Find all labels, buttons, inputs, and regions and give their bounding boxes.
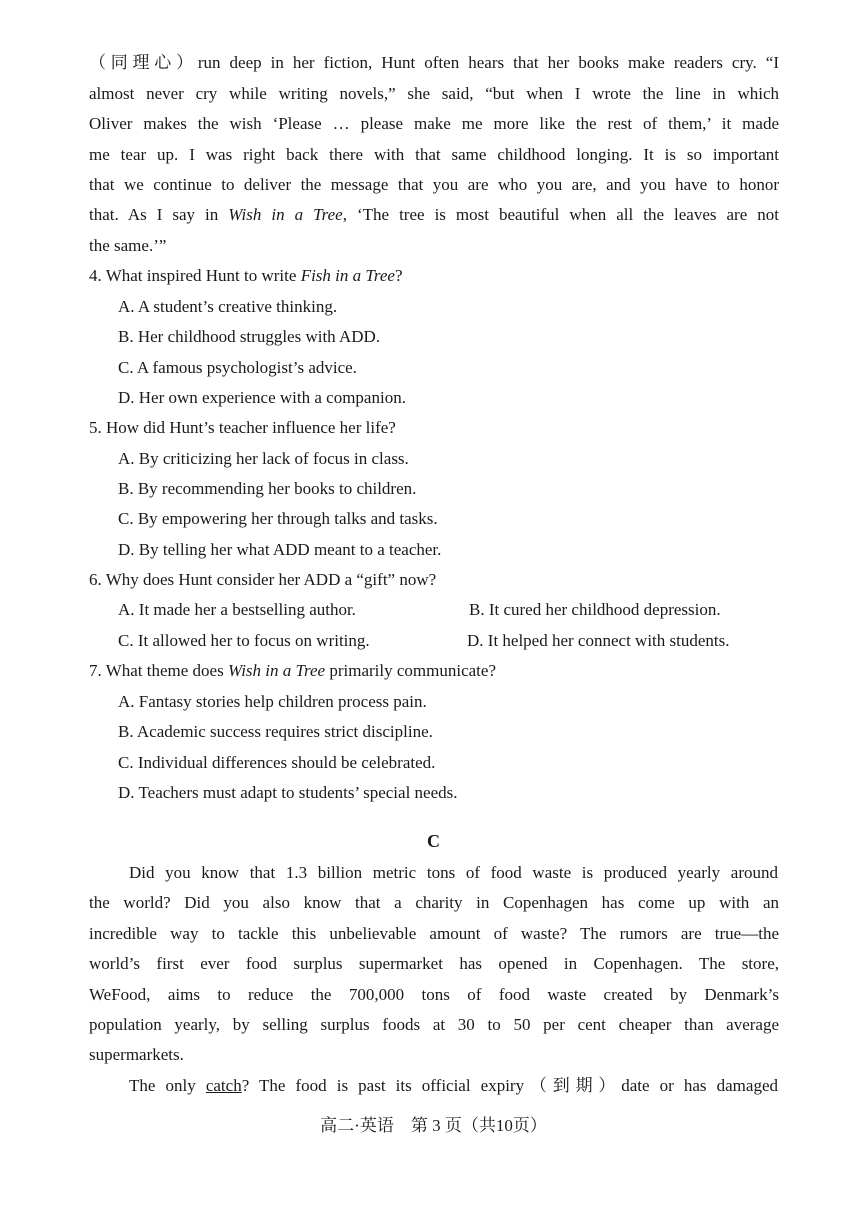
- passage-line: the world? Did you also know that a charity in Copenhagen has come up with an: [89, 893, 779, 912]
- text-span: 7. What theme does: [89, 661, 228, 680]
- text-span: 4. What inspired Hunt to write: [89, 266, 301, 285]
- section-heading: C: [427, 831, 440, 851]
- text-span: ? The food is past its official expiry（到期）date or has damaged: [241, 1076, 778, 1095]
- option-6c: C. It allowed her to focus on writing.: [118, 631, 370, 650]
- passage-line: world’s first ever food surplus supermarket has opened in Copenhagen. The store,: [89, 954, 779, 973]
- question-4-stem: [89, 265, 403, 287]
- option-7a: A. Fantasy stories help children process pain.: [118, 692, 427, 711]
- passage-line: （同理心）run deep in her fiction, Hunt often hears that her books make readers cry. “I: [89, 53, 779, 72]
- question-6-stem: 6. Why does Hunt consider her ADD a “gift” now?: [89, 570, 437, 589]
- option-5a: A. By criticizing her lack of focus in class.: [118, 449, 409, 468]
- question-5-stem: 5. How did Hunt’s teacher influence her life?: [89, 418, 396, 437]
- book-title: Fish in a Tree: [300, 266, 395, 285]
- option-5c: C. By empowering her through talks and tasks.: [118, 509, 438, 528]
- passage-line: [129, 1075, 778, 1097]
- passage-line: almost never cry while writing novels,” she said, “but when I wrote the line in which: [89, 84, 779, 103]
- passage-line: incredible way to tackle this unbelievable amount of waste? The rumors are true—the: [89, 924, 779, 943]
- option-5b: B. By recommending her books to children.: [118, 479, 417, 498]
- page-footer: 高二·英语 第 3 页（共10页）: [320, 1116, 547, 1135]
- option-6d: D. It helped her connect with students.: [467, 631, 730, 650]
- passage-line: supermarkets.: [89, 1045, 184, 1064]
- option-7b: B. Academic success requires strict discipline.: [118, 722, 433, 741]
- text-span: that. As I say in: [89, 205, 229, 224]
- option-6a: A. It made her a bestselling author.: [118, 600, 356, 619]
- question-7-stem: [89, 660, 496, 682]
- text-span: ?: [394, 266, 403, 285]
- option-4c: C. A famous psychologist’s advice.: [118, 358, 357, 377]
- passage-line: WeFood, aims to reduce the 700,000 tons of food waste created by Denmark’s: [89, 985, 779, 1004]
- passage-line: me tear up. I was right back there with that same childhood longing. It is so important: [89, 145, 779, 164]
- option-4d: D. Her own experience with a companion.: [118, 388, 406, 407]
- text-span: primarily communicate?: [325, 661, 496, 680]
- book-title: Wish in a Tree: [228, 205, 343, 224]
- text-span: , ‘The tree is most beautiful when all the leaves are not: [342, 205, 779, 224]
- option-6b: B. It cured her childhood depression.: [469, 600, 721, 619]
- option-4b: B. Her childhood struggles with ADD.: [118, 327, 381, 346]
- passage-line: [89, 204, 779, 226]
- passage-line: the same.’”: [89, 236, 167, 255]
- option-7c: C. Individual differences should be celebrated.: [118, 753, 436, 772]
- passage-line: population yearly, by selling surplus foods at 30 to 50 per cent cheaper than average: [89, 1015, 779, 1034]
- option-4a: A. A student’s creative thinking.: [118, 297, 338, 316]
- option-5d: D. By telling her what ADD meant to a teacher.: [118, 540, 442, 559]
- text-span: The only: [129, 1076, 206, 1095]
- book-title: Wish in a Tree: [227, 661, 326, 680]
- underlined-word: catch: [205, 1076, 242, 1095]
- passage-line: Did you know that 1.3 billion metric tons of food waste is produced yearly around: [129, 863, 778, 882]
- passage-line: that we continue to deliver the message that you are who you are, and you have to honor: [89, 175, 779, 194]
- passage-line: Oliver makes the wish ‘Please … please make me more like the rest of them,’ it made: [89, 114, 779, 133]
- option-7d: D. Teachers must adapt to students’ special needs.: [118, 783, 458, 802]
